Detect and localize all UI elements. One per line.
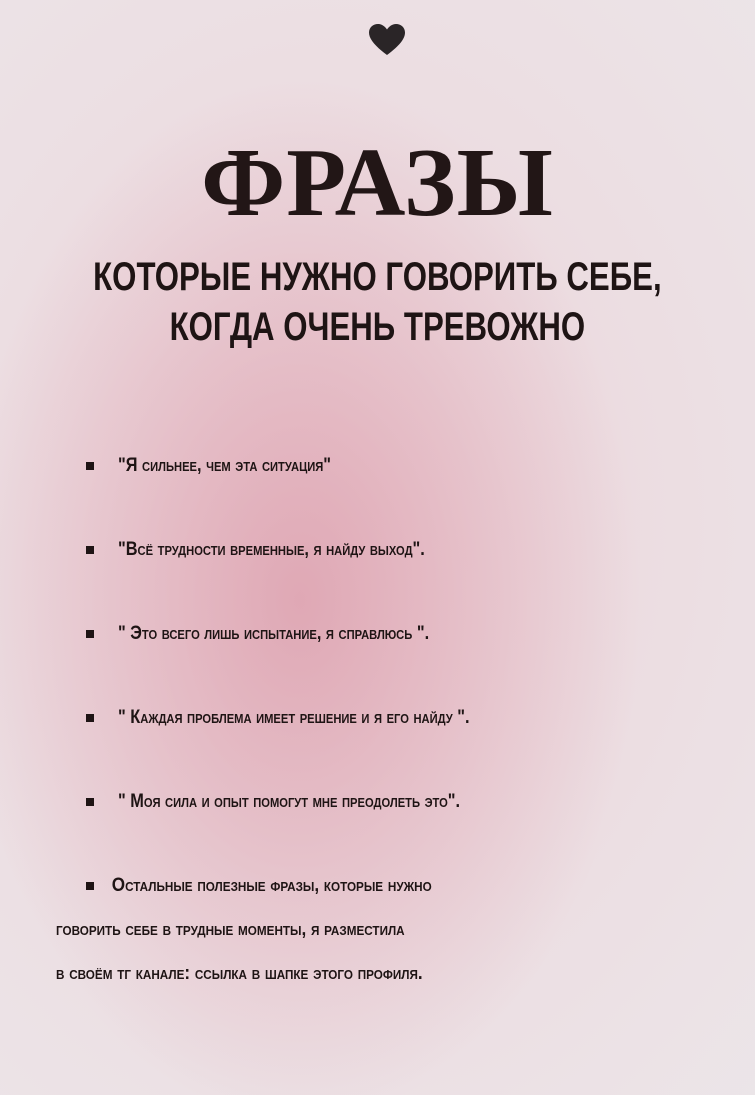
phrase-item <box>86 450 726 534</box>
page-title: ФРАЗЫ <box>201 129 554 237</box>
phrase-item <box>86 618 726 702</box>
subtitle-line-2: КОГДА ОЧЕНЬ ТРЕВОЖНО <box>169 305 586 349</box>
phrase-text: " Это всего лишь испытание, я справлюсь ". <box>118 623 430 644</box>
channel-note <box>56 864 736 996</box>
phrase-text: " Каждая проблема имеет решение и я его найду ". <box>118 707 470 728</box>
phrase-text: "Всё трудности временные, я найду выход". <box>118 539 425 560</box>
phrase-list <box>86 450 726 870</box>
subtitle <box>83 252 672 352</box>
heart-icon <box>369 24 405 56</box>
bullet-icon <box>86 462 94 470</box>
note-line-2: говорить себе в трудные моменты, я разместила <box>56 919 405 940</box>
phrase-text: " Моя сила и опыт помогут мне преодолеть это". <box>118 791 461 812</box>
phrase-item <box>86 786 726 870</box>
note-line-3: в своём тг канале: ссылка в шапке этого профиля. <box>56 963 423 984</box>
bullet-icon <box>86 630 94 638</box>
note-line-1: Остальные полезные фразы, которые нужно <box>111 875 432 896</box>
bullet-icon <box>86 546 94 554</box>
subtitle-line-1: КОТОРЫЕ НУЖНО ГОВОРИТЬ СЕБЕ, <box>93 255 662 299</box>
bullet-icon <box>86 714 94 722</box>
phrase-text: "Я сильнее, чем эта ситуация" <box>118 455 332 476</box>
bullet-icon <box>86 798 94 806</box>
phrase-item <box>86 702 726 786</box>
phrase-item <box>86 534 726 618</box>
